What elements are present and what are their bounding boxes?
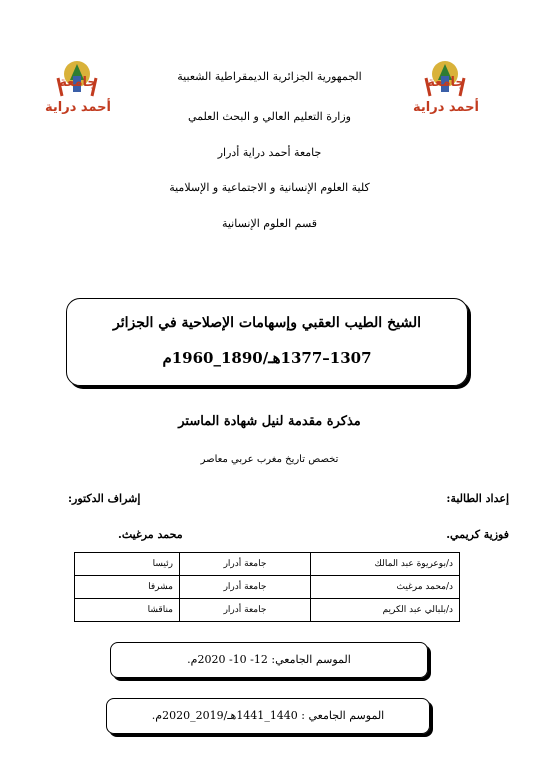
table-row [75,576,460,599]
supervisor-name: محمد مرغيث. [118,528,183,541]
jury-name: د/بلبالي عبد الكريم [311,599,460,622]
jury-university: جامعة أدرار [180,553,311,576]
table-row [75,599,460,622]
table-row [75,553,460,576]
svg-text:جامعة: جامعة [427,75,465,90]
jury-university: جامعة أدرار [180,599,311,622]
thesis-subtitle: مذكرة مقدمة لنيل شهادة الماستر [178,414,361,429]
jury-name: د/محمد مرغيث [311,576,460,599]
academic-year: الموسم الجامعي : 1440_1441هـ/2019_2020م. [151,709,385,722]
supervisor-label: إشراف الدكتور: [68,492,141,505]
faculty-name: كلية العلوم الإنسانية و الاجتماعية و الإسلامية [169,181,370,194]
svg-text:أحمد دراية: أحمد دراية [45,100,111,115]
thesis-title: الشيخ الطيب العقبي وإسهامات الإصلاحية في الجزائر [113,315,421,331]
academic-year-box [106,698,430,734]
thesis-title-box [66,298,468,386]
student-label: إعداد الطالبة: [446,492,509,505]
svg-text:جامعة: جامعة [59,75,97,90]
ministry-name: وزارة التعليم العالي و البحث العلمي [188,110,351,123]
svg-text:أحمد دراية: أحمد دراية [413,100,479,115]
university-name: جامعة أحمد دراية أدرار [217,146,322,159]
student-name: فوزية كريمي. [446,528,509,541]
jury-role: رئيسا [75,553,180,576]
jury-role: مشرفا [75,576,180,599]
thesis-dates: 1307–1377هـ/1890_1960م [162,349,372,367]
jury-role: مناقشا [75,599,180,622]
jury-university: جامعة أدرار [180,576,311,599]
republic-name: الجمهورية الجزائرية الديمقراطية الشعبية [177,70,362,83]
defense-date: الموسم الجامعي: 12- 10- 2020م. [187,653,351,666]
department-name: قسم العلوم الإنسانية [221,217,318,230]
jury-table [74,552,460,622]
defense-date-box [110,642,428,678]
thesis-specialty: تخصص تاريخ مغرب عربي معاصر [200,454,339,465]
jury-name: د/بوعريوة عبد المالك [311,553,460,576]
